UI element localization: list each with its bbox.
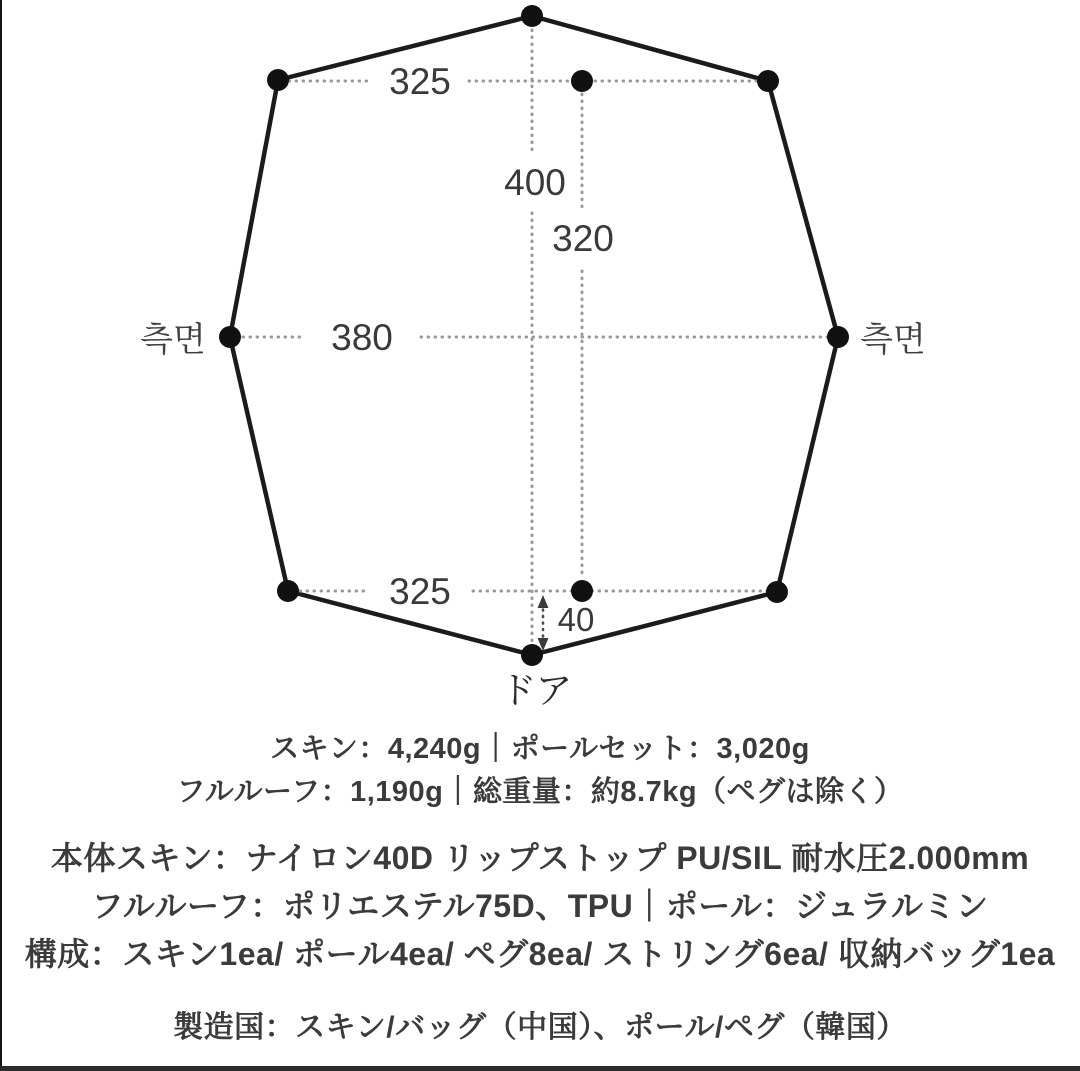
origin-line: 製造国：スキン/バッグ（中国）、ポール/ペグ（韓国） [173, 1011, 907, 1044]
vertex-dot-right [827, 326, 849, 348]
photo-edge-bottom-strip [0, 1066, 1080, 1071]
weights-line-1: スキン：4,240g｜ポールセット：3,020g [270, 733, 810, 765]
vertex-dot-door [521, 644, 543, 666]
vertex-dot-top [521, 5, 543, 27]
vertex-dots [219, 5, 849, 666]
door-offset-arrowhead-up [538, 595, 549, 608]
materials-line-1: 本体スキン：ナイロン40D リップストップ PU/SIL 耐水圧2.000mm [50, 840, 1030, 876]
weights-line-2: フルルーフ：1,190g｜総重量：約8.7kg（ペグは除く） [176, 776, 904, 808]
vertex-dot-top-left [267, 69, 289, 91]
vertex-dot-bottom-right [766, 581, 788, 603]
materials-line-2: フルルーフ：ポリエステル75D、TPU｜ポール：ジュラルミン [91, 888, 989, 924]
dimension-label-bottom-width: 325 [389, 571, 451, 612]
dimension-label-door-offset: 40 [557, 601, 595, 638]
dimension-label-full-height: 400 [504, 162, 566, 203]
door-label: ドア [499, 670, 573, 711]
dimension-label-top-width: 325 [389, 61, 451, 102]
composition-line: 構成：スキン1ea/ ポール4ea/ ペグ8ea/ ストリング6ea/ 収納バッグ1ea [24, 936, 1056, 972]
reference-dot-top [571, 70, 593, 92]
door-offset-arrow [538, 595, 549, 651]
side-label-left: 측면 [140, 321, 206, 359]
side-label-right: 측면 [860, 321, 926, 359]
tent-outline [230, 16, 838, 655]
dimension-label-mid-width: 380 [331, 317, 393, 358]
reference-dot-bottom [571, 580, 593, 602]
photo-edge-left-strip [0, 0, 2, 1071]
vertex-dot-left [219, 326, 241, 348]
vertex-dot-top-right [757, 70, 779, 92]
vertex-dot-bottom-left [277, 580, 299, 602]
dimension-label-inner-height: 320 [552, 218, 614, 259]
